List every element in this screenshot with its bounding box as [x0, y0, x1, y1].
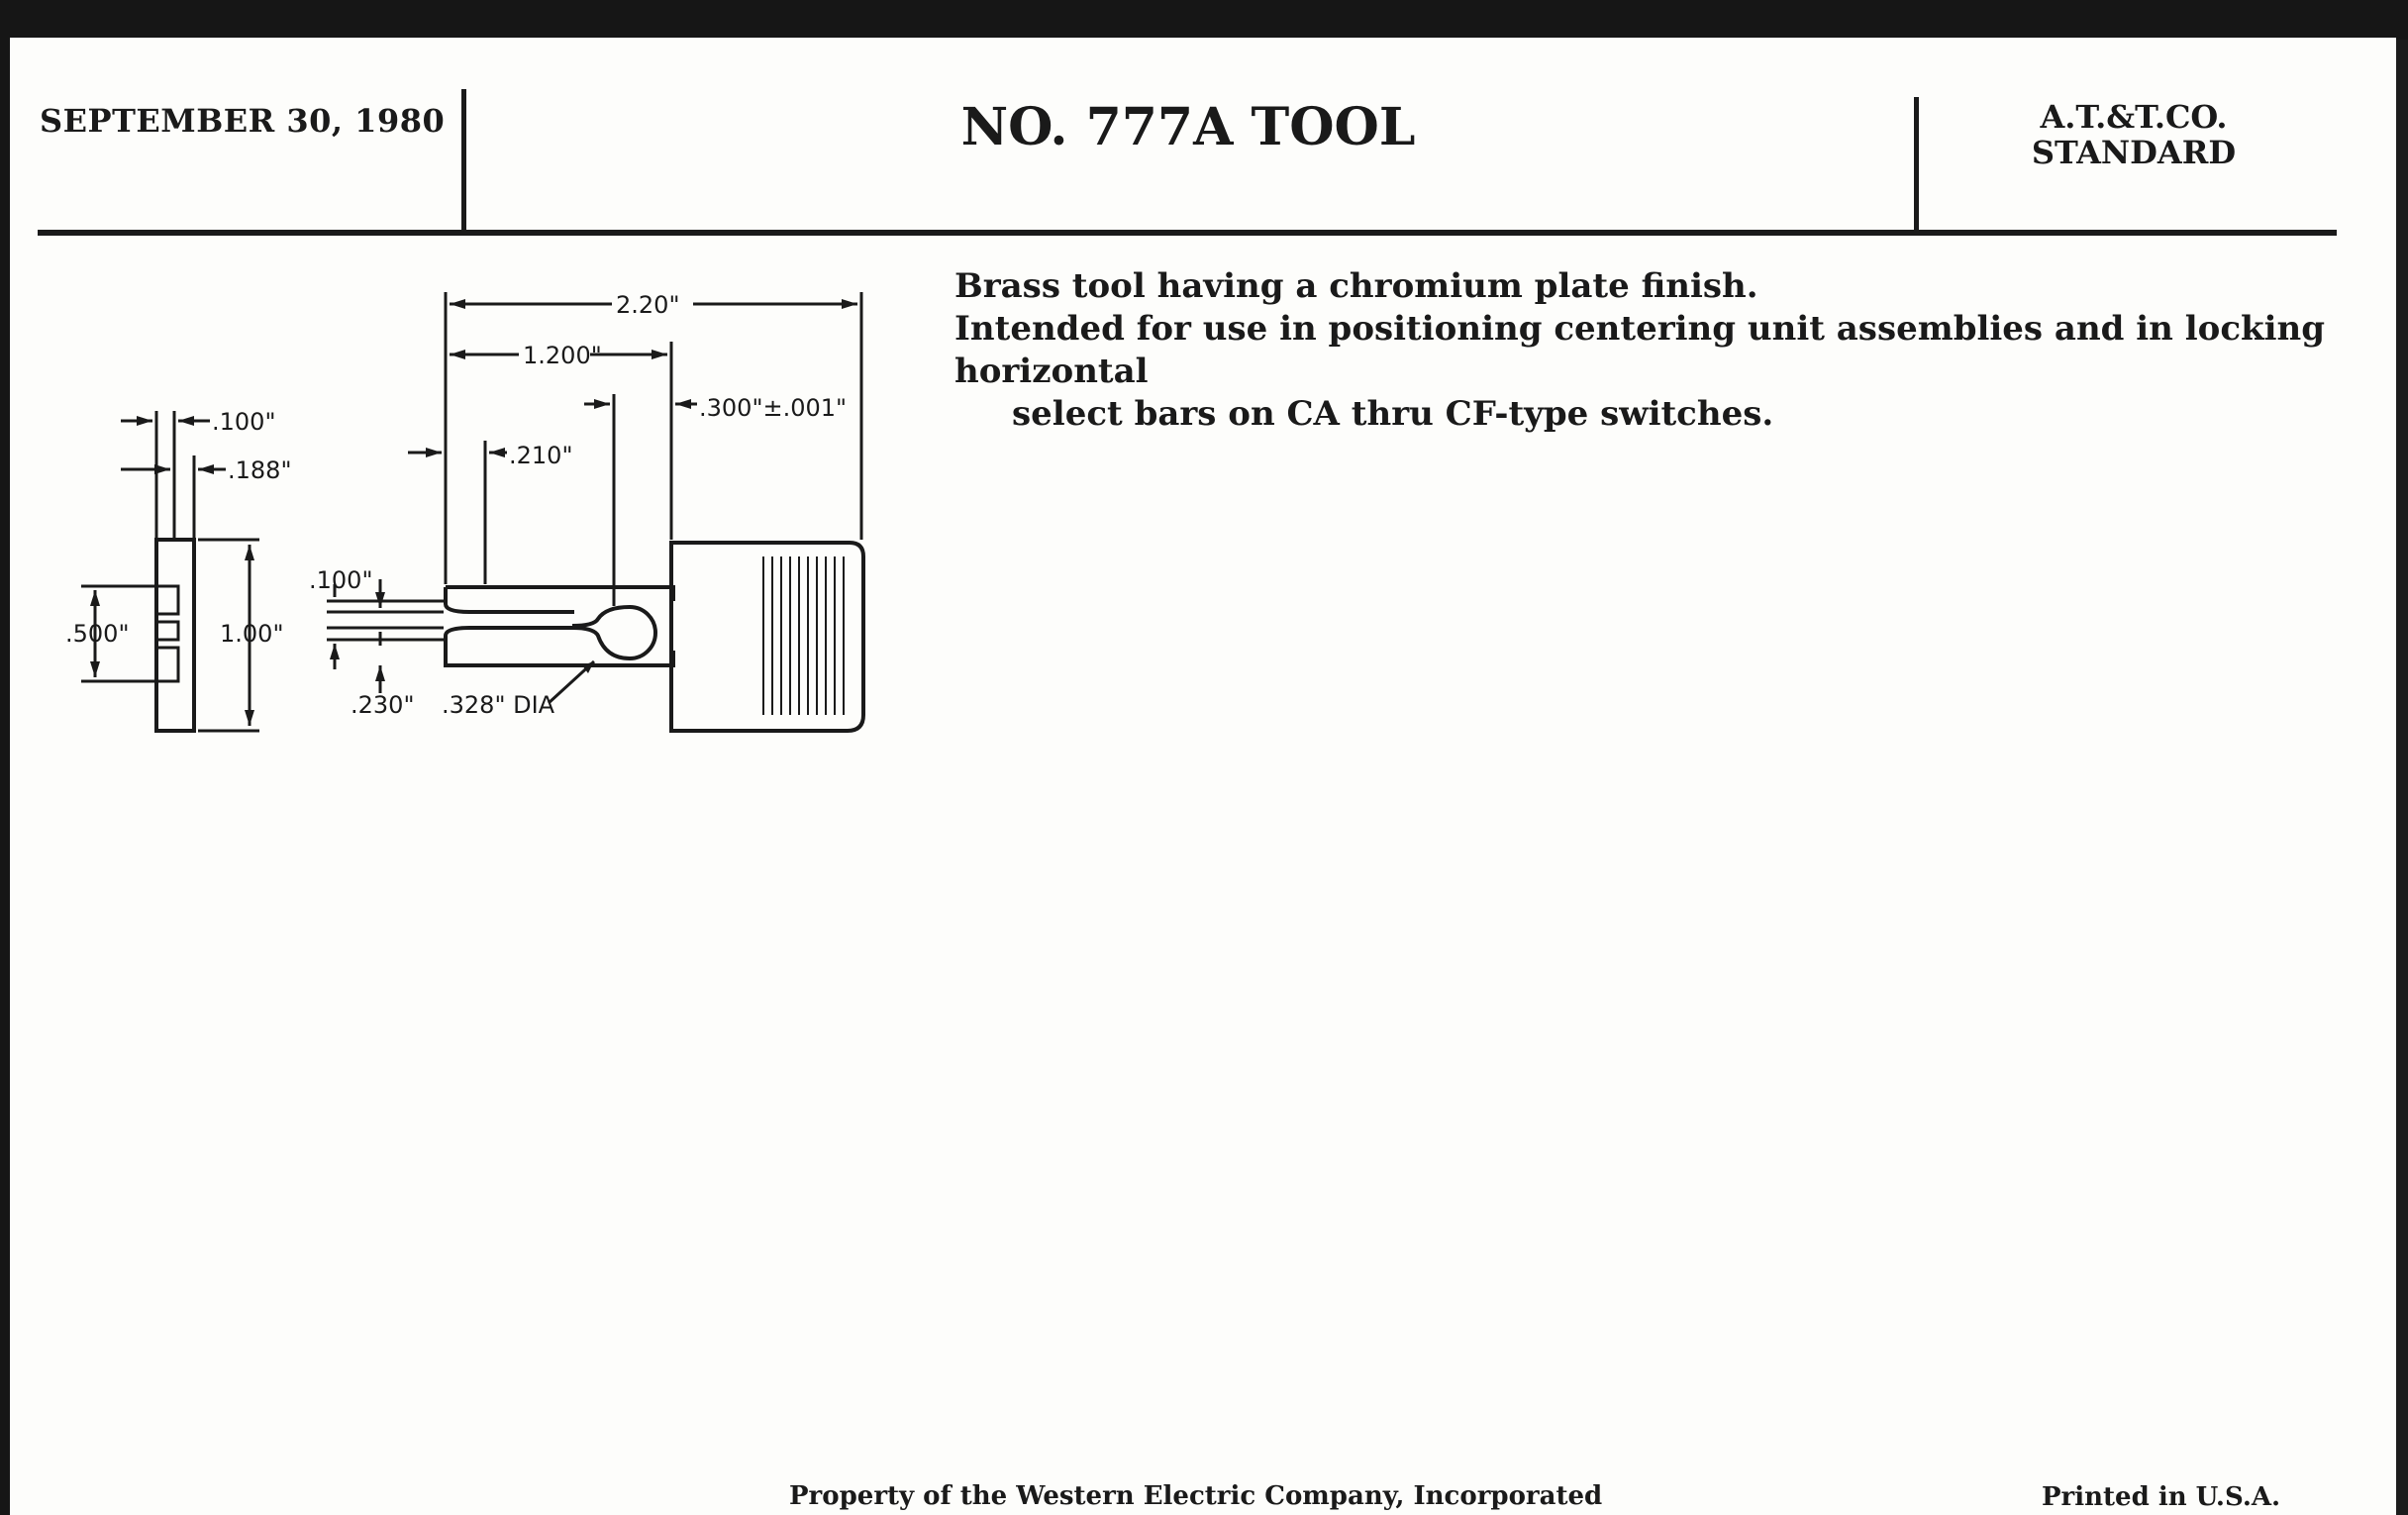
- description-line-1: Brass tool having a chromium plate finish.: [954, 266, 1758, 306]
- arrowhead: [245, 545, 254, 560]
- page-title: NO. 777A TOOL: [960, 97, 1416, 157]
- arrowhead: [450, 350, 465, 359]
- arrowhead: [489, 448, 505, 457]
- arrowhead: [594, 399, 610, 409]
- issue-date: SEPTEMBER 30, 1980: [40, 102, 446, 140]
- arrowhead: [198, 464, 214, 474]
- side-view-tab-top: [156, 586, 178, 614]
- arrowhead: [842, 299, 857, 309]
- side-view-tab-mid: [156, 622, 178, 640]
- dim-label-handle: .300"±.001": [699, 394, 848, 422]
- side-view-tab-bot: [156, 648, 178, 681]
- dim-label-slot-length: 1.200": [523, 342, 602, 369]
- dim-label-thickness-b: .188": [228, 456, 292, 484]
- handle-ridges: [763, 556, 844, 715]
- dim-label-side-500: .500": [65, 620, 130, 648]
- dim-label-overall: 2.20": [616, 291, 680, 319]
- dim-label-slot-start: .210": [509, 442, 573, 469]
- arrowhead: [426, 448, 442, 457]
- dim-label-slot-width: .100": [309, 566, 373, 594]
- dim-label-shank: .230": [351, 691, 415, 719]
- tool-blade-outline: [446, 587, 673, 665]
- arrowhead: [450, 299, 465, 309]
- footer-property: Property of the Western Electric Company, Incorporated: [789, 1481, 1603, 1511]
- standard-line-2: STANDARD: [2031, 134, 2237, 171]
- arrowhead: [675, 399, 691, 409]
- description-line-3: select bars on CA thru CF-type switches.: [1012, 394, 1774, 434]
- arrowhead: [90, 590, 100, 606]
- footer-printed: Printed in U.S.A.: [2042, 1482, 2281, 1512]
- arrowhead: [137, 416, 152, 426]
- arrowhead: [330, 644, 340, 659]
- arrowhead: [90, 661, 100, 677]
- arrowhead: [375, 665, 385, 681]
- dim-label-hole: .328" DIA: [442, 691, 555, 719]
- description-line-2: Intended for use in positioning centering unit assemblies and in locking horizontal: [954, 309, 2326, 391]
- dim-label-side-100: 1.00": [220, 620, 284, 648]
- side-view-body: [156, 540, 194, 731]
- dim-label-thickness-a: .100": [212, 408, 276, 436]
- arrowhead: [245, 710, 254, 726]
- arrowhead: [652, 350, 667, 359]
- standard-line-1: A.T.&T.CO.: [2040, 98, 2228, 136]
- arrowhead: [154, 464, 170, 474]
- arrowhead: [178, 416, 194, 426]
